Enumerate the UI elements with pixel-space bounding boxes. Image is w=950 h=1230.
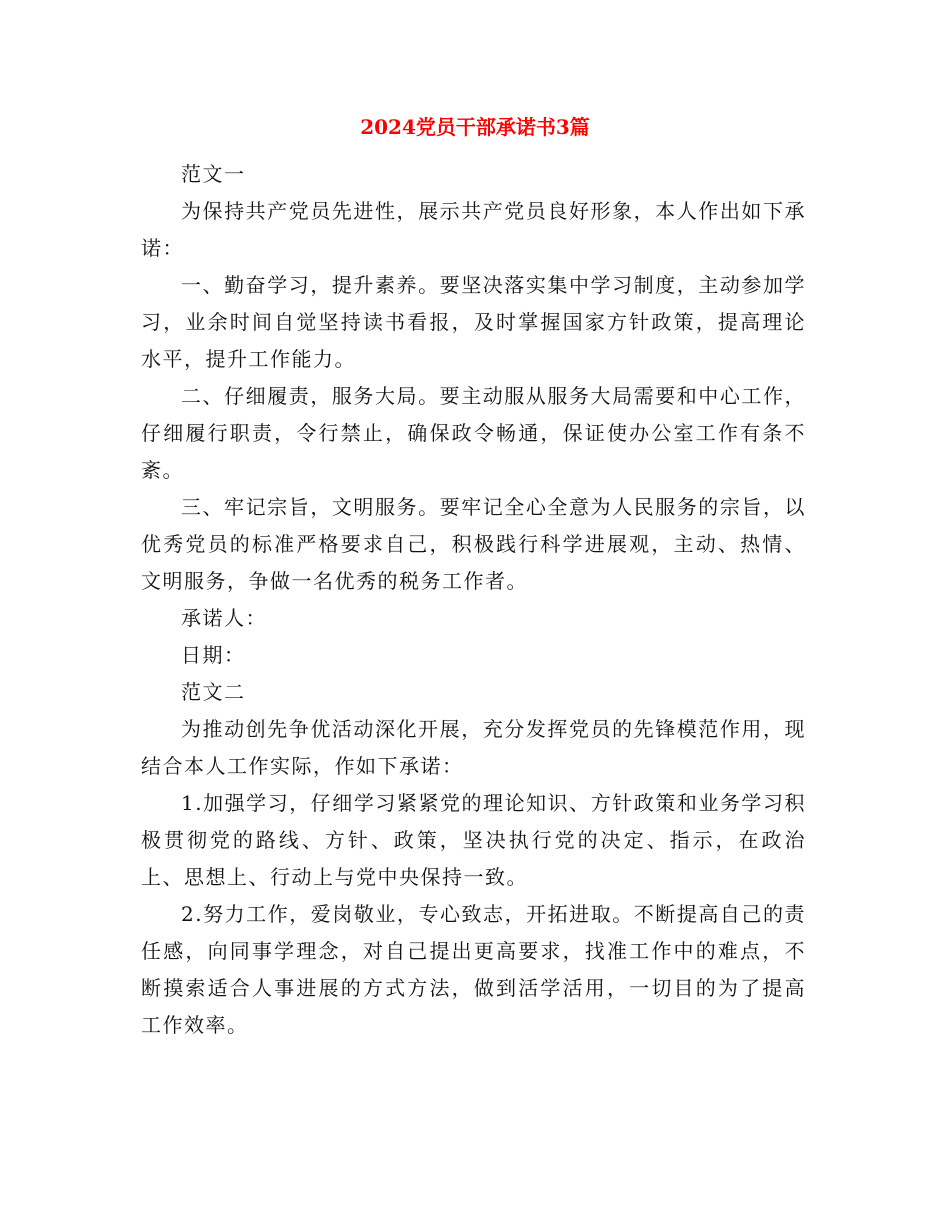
section-heading-1: 范文一	[181, 162, 246, 186]
pledge-item-5: 2.努力工作，爱岗敬业，专心致志，开拓进取。不断提高自己的责任感，向同事学理念，对自己提出更高要求，找准工作中的难点，不断摸索适合人事进展的方式方法，做到活学活用，一切目的为了提高工作效率。	[141, 902, 806, 1037]
date-label: 日期：	[181, 643, 246, 667]
pledger-label: 承诺人：	[181, 606, 267, 630]
intro-paragraph-2: 为推动创先争优活动深化开展，充分发挥党员的先锋模范作用，现结合本人工作实际，作如下承诺：	[141, 717, 806, 778]
pledge-item-2: 二、仔细履责，服务大局。要主动服从服务大局需要和中心工作，仔细履行职责，令行禁止，确保政令畅通，保证使办公室工作有条不紊。	[141, 384, 806, 482]
intro-paragraph-1: 为保持共产党员先进性，展示共产党员良好形象，本人作出如下承诺：	[141, 199, 806, 260]
pledge-item-3: 三、牢记宗旨，文明服务。要牢记全心全意为人民服务的宗旨，以优秀党员的标准严格要求自己，积极践行科学进展观，主动、热情、文明服务，争做一名优秀的税务工作者。	[141, 495, 806, 593]
pledge-item-4: 1.加强学习，仔细学习紧紧党的理论知识、方针政策和业务学习积极贯彻党的路线、方针、政策，坚决执行党的决定、指示，在政治上、思想上、行动上与党中央保持一致。	[141, 791, 806, 889]
pledge-item-1: 一、勤奋学习，提升素养。要坚决落实集中学习制度，主动参加学习，业余时间自觉坚持读书看报，及时掌握国家方针政策，提高理论水平，提升工作能力。	[141, 273, 806, 371]
document-body	[141, 156, 806, 1044]
document-title: 2024党员干部承诺书3篇	[360, 115, 590, 139]
section-heading-2: 范文二	[181, 680, 246, 704]
